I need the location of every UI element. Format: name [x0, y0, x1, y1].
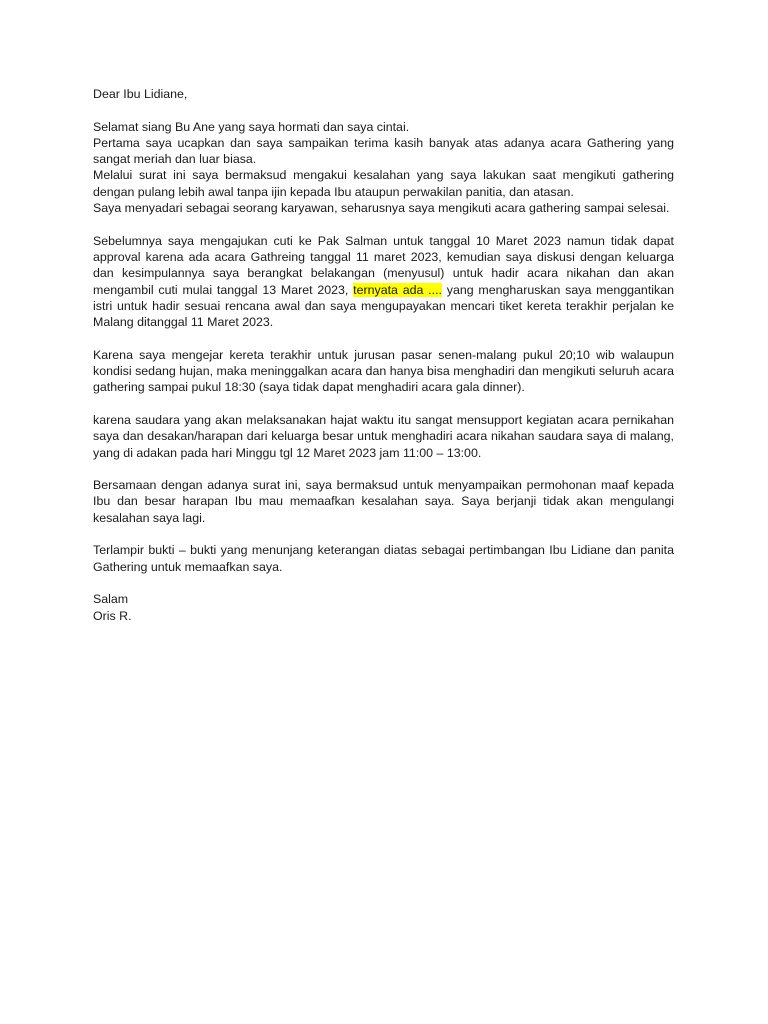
letter-page: [93, 86, 674, 624]
intro-line-1: Selamat siang Bu Ane yang saya hormati dan saya cintai.: [93, 119, 410, 134]
intro-line-3: Melalui surat ini saya bermaksud mengakui kesalahan yang saya lakukan saat mengikuti gathering dengan pulang lebih awal tanpa ijin kepada Ibu ataupun perwakilan panitia, dan atasan.: [93, 168, 674, 199]
leave-text-after: yang mengharuskan saya menggantikan istri untuk hadir sesuai rencana awal dan saya mengupayakan mencari tiket kereta terakhir perjalan ke Malang ditanggal 11 Maret 2023.: [93, 282, 674, 330]
attachment-paragraph: Terlampir bukti – bukti yang menunjang keterangan diatas sebagai pertimbangan Ibu Lidiane dan panita Gathering untuk memaafkan saya.: [93, 543, 674, 574]
train-paragraph: Karena saya mengejar kereta terakhir untuk jurusan pasar senen-malang pukul 20;10 wib walaupun kondisi sedang hujan, maka meninggalkan acara dan hanya bisa menghadiri dan mengikuti seluruh acara gathering sampai pukul 18:30 (saya tidak dapat menghadiri acara gala dinner).: [93, 347, 674, 395]
greeting: Dear Ibu Lidiane,: [93, 87, 188, 101]
closing: Salam: [93, 592, 129, 607]
intro-line-2: Pertama saya ucapkan dan saya sampaikan terima kasih banyak atas adanya acara Gathering yang sangat meriah dan luar biasa.: [93, 135, 674, 167]
signature: Oris R.: [93, 608, 132, 623]
leave-explanation-paragraph: [93, 233, 674, 331]
leave-text-before: Sebelumnya saya mengajukan cuti ke Pak Salman untuk tanggal 10 Maret 2023 namun tidak dapat approval karena ada acara Gathreing tanggal 11 maret 2023, kemudian saya diskusi dengan keluarga dan kesimpulannya saya berangkat belakangan (menyusul) untuk hadir acara nikahan dan akan mengambil cuti mulai tanggal 13 Maret 2023,: [93, 233, 674, 297]
intro-line-4: Saya menyadari sebagai seorang karyawan, seharusnya saya mengikuti acara gathering sampai selesai.: [93, 201, 670, 216]
highlighted-text: ternyata ada ....: [353, 282, 442, 297]
apology-paragraph: Bersamaan dengan adanya surat ini, saya bermaksud untuk menyampaikan permohonan maaf kepada Ibu dan besar harapan Ibu mau memaafkan kesalahan saya. Saya berjanji tidak akan mengulangi kesalahan saya lagi.: [93, 478, 674, 525]
intro-paragraph: [93, 119, 674, 217]
family-paragraph: karena saudara yang akan melaksanakan hajat waktu itu sangat mensupport kegiatan acara pernikahan saya dan desakan/harapan dari keluarga besar untuk menghadiri acara nikahan saudara saya di malang, yang di adakan pada hari Minggu tgl 12 Maret 2023 jam 11:00 – 13:00.: [93, 412, 674, 460]
